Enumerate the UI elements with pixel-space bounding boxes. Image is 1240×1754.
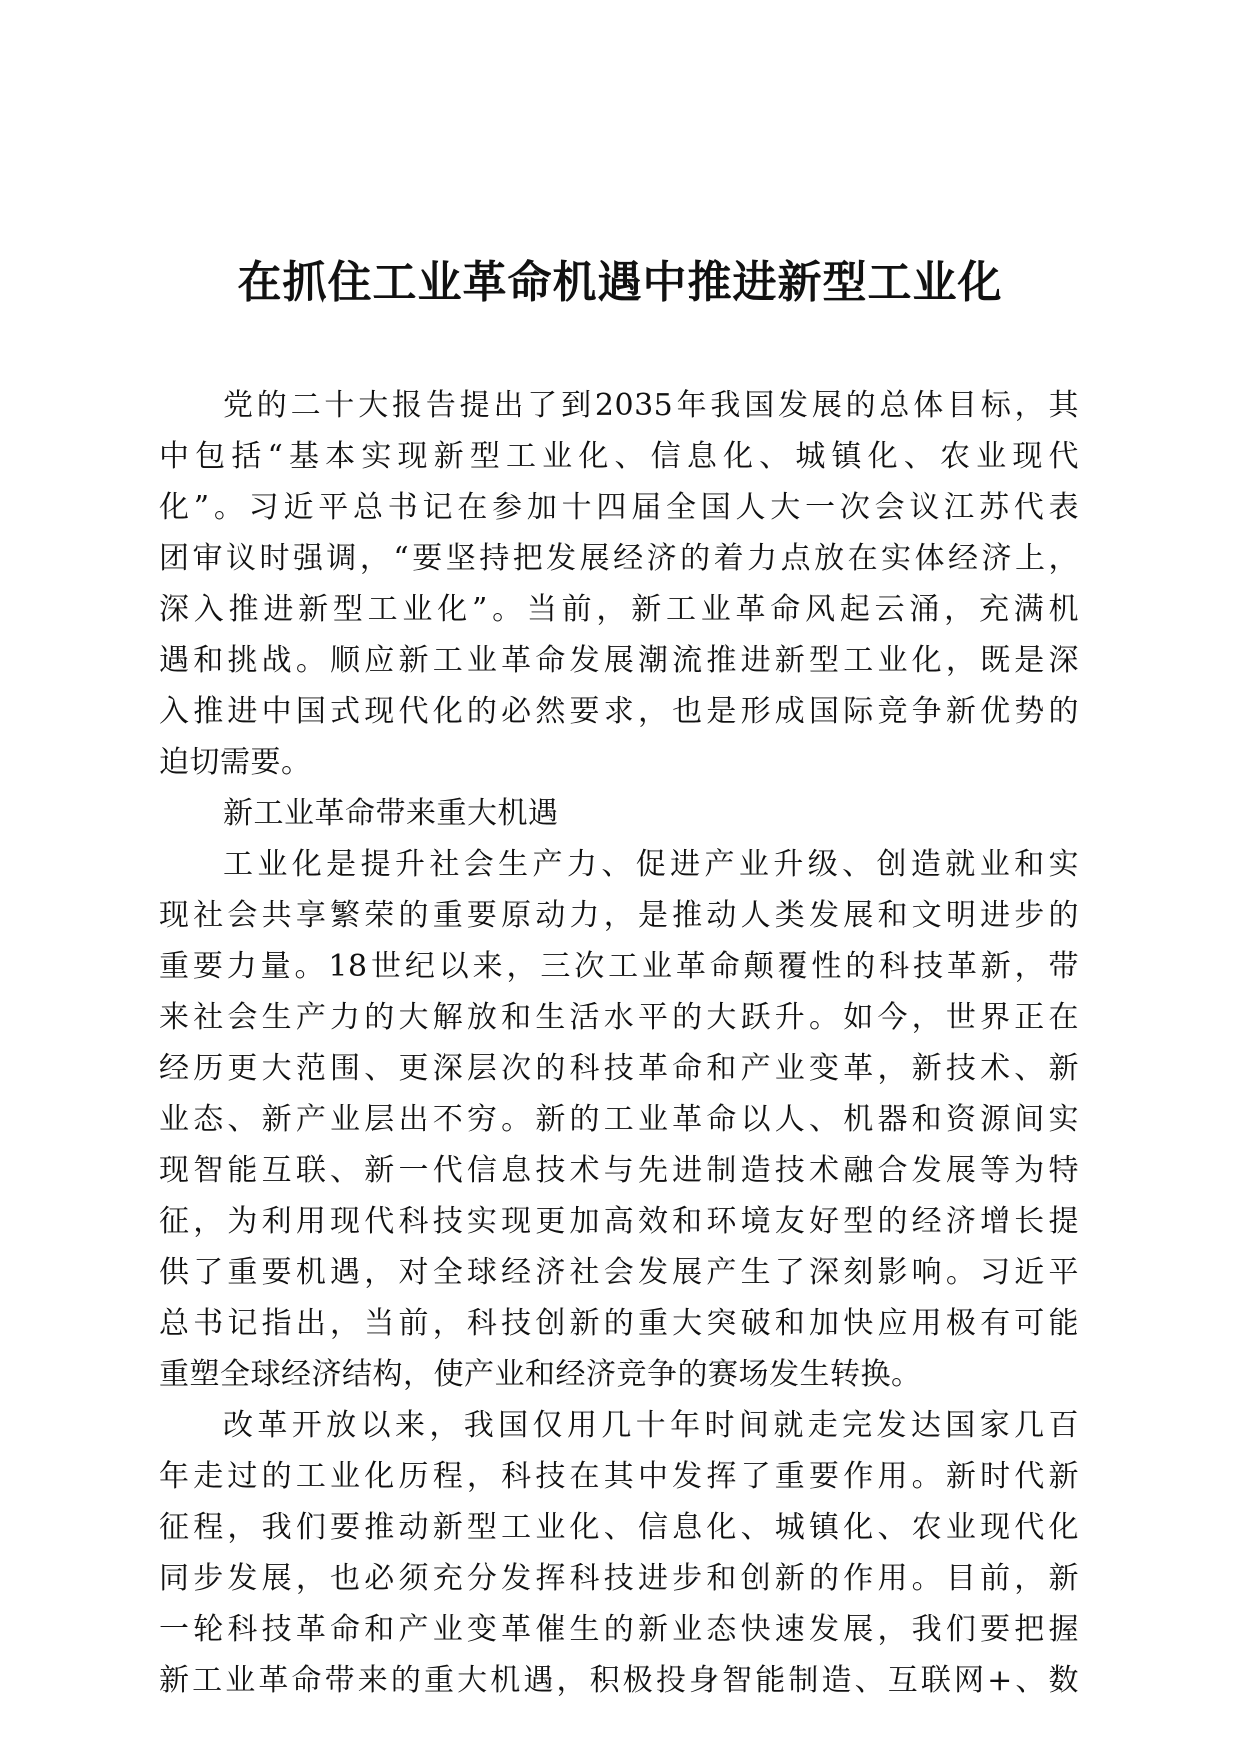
text-line: 深入推进新型工业化”。当前，新工业革命风起云涌，充满机	[159, 592, 1079, 627]
text-line: 经历更大范围、更深层次的科技革命和产业变革，新技术、新	[159, 1051, 1079, 1086]
text-line: 业态、新产业层出不穷。新的工业革命以人、机器和资源间实	[159, 1102, 1079, 1137]
text-line: 重塑全球经济结构，使产业和经济竞争的赛场发生转换。	[159, 1357, 922, 1392]
text-line: 团审议时强调，“要坚持把发展经济的着力点放在实体经济上，	[159, 541, 1079, 576]
text-line: 党的二十大报告提出了到2035年我国发展的总体目标，其	[223, 388, 1079, 423]
text-line: 中包括“基本实现新型工业化、信息化、城镇化、农业现代	[159, 439, 1079, 474]
text-line: 入推进中国式现代化的必然要求，也是形成国际竞争新优势的	[159, 694, 1079, 729]
text-line: 供了重要机遇，对全球经济社会发展产生了深刻影响。习近平	[159, 1255, 1079, 1290]
text-line: 化”。习近平总书记在参加十四届全国人大一次会议江苏代表	[159, 490, 1079, 525]
text-line: 来社会生产力的大解放和生活水平的大跃升。如今，世界正在	[159, 1000, 1079, 1035]
document-body	[159, 380, 1079, 1706]
text-line: 年走过的工业化历程，科技在其中发挥了重要作用。新时代新	[159, 1459, 1079, 1494]
text-line: 现社会共享繁荣的重要原动力，是推动人类发展和文明进步的	[159, 898, 1079, 933]
text-line: 总书记指出，当前，科技创新的重大突破和加快应用极有可能	[159, 1306, 1079, 1341]
text-line: 重要力量。18世纪以来，三次工业革命颠覆性的科技革新，带	[159, 949, 1079, 984]
text-line: 征程，我们要推动新型工业化、信息化、城镇化、农业现代化	[159, 1510, 1079, 1545]
text-line: 改革开放以来，我国仅用几十年时间就走完发达国家几百	[223, 1408, 1079, 1443]
text-line: 同步发展，也必须充分发挥科技进步和创新的作用。目前，新	[159, 1561, 1079, 1596]
text-line: 迫切需要。	[159, 745, 312, 780]
section-heading: 新工业革命带来重大机遇	[223, 796, 559, 831]
text-line: 现智能互联、新一代信息技术与先进制造技术融合发展等为特	[159, 1153, 1079, 1188]
text-line: 遇和挑战。顺应新工业革命发展潮流推进新型工业化，既是深	[159, 643, 1079, 678]
text-line: 征，为利用现代科技实现更加高效和环境友好型的经济增长提	[159, 1204, 1079, 1239]
text-line: 工业化是提升社会生产力、促进产业升级、创造就业和实	[223, 847, 1079, 882]
text-line: 一轮科技革命和产业变革催生的新业态快速发展，我们要把握	[159, 1612, 1079, 1647]
document-title: 在抓住工业革命机遇中推进新型工业化	[237, 257, 1003, 308]
text-line: 新工业革命带来的重大机遇，积极投身智能制造、互联网+、数	[159, 1663, 1079, 1698]
